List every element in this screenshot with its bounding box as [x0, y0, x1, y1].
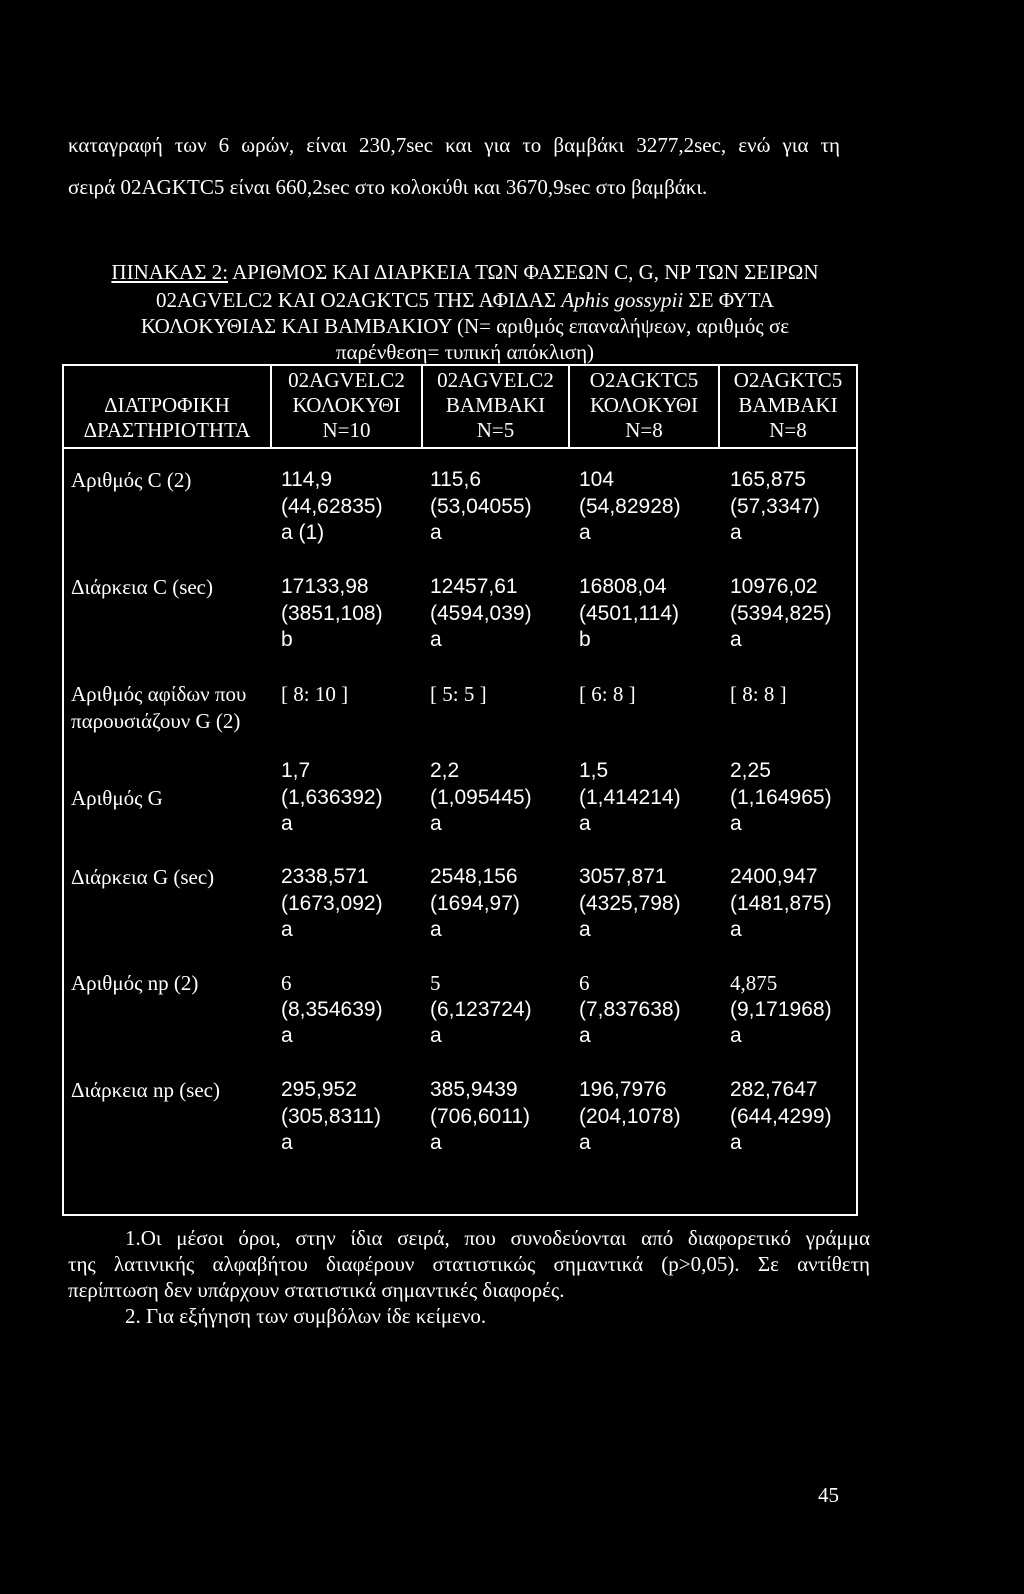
cell-value: 114,9 — [281, 468, 332, 491]
cell-value: a — [281, 918, 293, 941]
cell-value: (305,8311) — [281, 1104, 382, 1128]
cell-value: 165,875 — [730, 468, 806, 491]
cell-value: a — [281, 1024, 293, 1047]
table-cell — [430, 970, 532, 1050]
header-n: N=8 — [625, 418, 663, 442]
footnote-line: 1.Οι μέσοι όροι, στην ίδια σειρά, που συνοδεύονται από διαφορετικό γράμμα — [125, 1226, 870, 1250]
cell-value: a — [579, 812, 591, 835]
cell-value: 17133,98 — [281, 575, 369, 598]
cell-value: 12457,61 — [430, 575, 518, 598]
cell-value: a — [730, 1131, 742, 1154]
header-column — [720, 368, 856, 443]
cell-value: 2,2 — [430, 759, 460, 782]
table-cell — [730, 681, 787, 708]
cell-value: b — [281, 628, 293, 651]
cell-value: a — [579, 1024, 591, 1047]
table-cell — [730, 758, 832, 838]
cell-value: 282,7647 — [730, 1078, 818, 1101]
cell-value: a (1) — [281, 521, 325, 544]
header-label-line: ΔΡΑΣΤΗΡΙΟΤΗΤΑ — [83, 418, 251, 442]
table-cell — [579, 970, 681, 1050]
data-table — [62, 364, 858, 1216]
cell-value: a — [730, 918, 742, 941]
cell-value: (204,1078) — [579, 1104, 681, 1128]
table-cell — [430, 758, 532, 838]
table-cell — [579, 467, 681, 547]
cell-value: a — [430, 812, 442, 835]
cell-value: a — [730, 521, 742, 544]
header-label-line: ΔΙΑΤΡΟΦΙΚΗ — [104, 393, 230, 417]
footnote-line: 2. Για εξήγηση των συμβόλων ίδε κείμενο. — [125, 1304, 487, 1328]
cell-value: a — [430, 1131, 442, 1154]
cell-value: (9,171968) — [730, 997, 832, 1021]
table-cell — [579, 864, 681, 944]
header-line-name: 02AGVELC2 — [288, 368, 405, 392]
cell-value: (4325,798) — [579, 891, 681, 915]
cell-value: a — [579, 918, 591, 941]
cell-value: 6 — [281, 971, 292, 995]
row-label-line: Αριθμός C (2) — [71, 468, 192, 492]
cell-value: (3851,108) — [281, 601, 383, 625]
caption-text: ΣΕ ΦΥΤΑ — [688, 288, 775, 312]
table-cell — [430, 574, 532, 654]
cell-value: 6 — [579, 971, 590, 995]
table-cell — [579, 1077, 681, 1157]
cell-value: (1694,97) — [430, 891, 520, 915]
cell-value: (57,3347) — [730, 494, 820, 518]
cell-value: 10976,02 — [730, 575, 818, 598]
header-line-name: O2AGKTC5 — [733, 368, 843, 392]
table-cell — [281, 681, 348, 708]
footnote-line: της λατινικής αλφαβήτου διαφέρουν στατιστικώς σημαντικά (p>0,05). Σε αντίθετη — [68, 1252, 870, 1276]
cell-value: (1,164965) — [730, 785, 832, 809]
table-cell — [281, 574, 383, 654]
header-line-name: 02AGVELC2 — [437, 368, 554, 392]
table-cell — [281, 970, 383, 1050]
cell-value: 2338,571 — [281, 865, 369, 888]
table-cell — [730, 970, 832, 1050]
cell-value: a — [579, 521, 591, 544]
cell-value: a — [579, 1131, 591, 1154]
species-name: Aphis gossypii — [561, 288, 684, 312]
column-divider — [270, 366, 272, 447]
row-label-line: Αριθμός np (2) — [71, 971, 199, 995]
cell-value: a — [730, 628, 742, 651]
caption-line: ΚΟΛΟΚΥΘΙΑΣ ΚΑΙ ΒΑΜΒΑΚΙΟΥ (N= αριθμός επαναλήψεων, αριθμός σε — [140, 314, 790, 338]
cell-value: 16808,04 — [579, 575, 667, 598]
cell-value: 104 — [579, 468, 615, 491]
cell-value: 5 — [430, 971, 441, 995]
header-column — [272, 368, 421, 443]
cell-value: (1481,875) — [730, 891, 832, 915]
header-n: N=5 — [476, 418, 515, 442]
table-cell — [430, 467, 532, 547]
table-cell — [730, 1077, 832, 1157]
cell-value: (7,837638) — [579, 997, 681, 1021]
cell-value: (1673,092) — [281, 891, 383, 915]
cell-value: (1,414214) — [579, 785, 681, 809]
cell-value: a — [430, 628, 442, 651]
footnote-line: περίπτωση δεν υπάρχουν στατιστικά σημαντικές διαφορές. — [68, 1278, 565, 1302]
caption-text: 02AGVELC2 ΚΑΙ O2AGKTC5 ΤΗΣ ΑΦΙΔΑΣ — [155, 288, 557, 312]
cell-value: (5394,825) — [730, 601, 832, 625]
row-label — [71, 681, 246, 734]
cell-value: (4594,039) — [430, 601, 532, 625]
header-plant: ΒΑΜΒΑΚΙ — [445, 393, 546, 417]
column-divider — [718, 366, 720, 447]
column-divider — [421, 366, 423, 447]
cell-value: 196,7976 — [579, 1078, 667, 1101]
header-column — [423, 368, 568, 443]
row-label — [71, 574, 213, 601]
header-n: N=10 — [322, 418, 371, 442]
cell-value: 115,6 — [430, 468, 481, 491]
cell-value: a — [281, 1131, 293, 1154]
table-cell — [579, 681, 636, 708]
cell-value: (54,82928) — [579, 494, 681, 518]
cell-value: [ 8: 10 ] — [281, 682, 349, 706]
table-cell — [430, 681, 487, 708]
table-cell — [579, 758, 681, 838]
table-cell — [730, 864, 832, 944]
row-label-line: Αριθμός αφίδων που — [71, 682, 247, 706]
cell-value: [ 8: 8 ] — [730, 682, 787, 706]
row-label — [71, 864, 214, 891]
page-number: 45 — [818, 1483, 839, 1507]
cell-value: (53,04055) — [430, 494, 532, 518]
cell-value: (644,4299) — [730, 1104, 832, 1128]
cell-value: 2548,156 — [430, 865, 518, 888]
header-plant: ΚΟΛΟΚΥΘΙ — [292, 393, 401, 417]
cell-value: (6,123724) — [430, 997, 532, 1021]
caption-label: ΠΙΝΑΚΑΣ 2: — [111, 260, 229, 284]
table-cell — [281, 467, 383, 547]
row-label — [71, 467, 191, 494]
cell-value: (4501,114) — [579, 601, 680, 625]
cell-value: (8,354639) — [281, 997, 383, 1021]
cell-value: [ 5: 5 ] — [430, 682, 487, 706]
row-label-line: παρουσιάζουν G (2) — [71, 708, 241, 733]
table-cell — [730, 574, 832, 654]
header-line-name: O2AGKTC5 — [589, 368, 699, 392]
cell-value: (706,6011) — [430, 1104, 531, 1128]
cell-value: a — [430, 918, 442, 941]
row-label-line: Διάρκεια C (sec) — [71, 575, 213, 599]
row-label — [71, 970, 198, 997]
row-label-line: Διάρκεια G (sec) — [71, 865, 215, 889]
cell-value: a — [730, 812, 742, 835]
row-label-line: Αριθμός G — [71, 785, 163, 810]
caption-line — [50, 287, 880, 313]
header-n: N=8 — [769, 418, 807, 442]
intro-line: καταγραφή των 6 ωρών, είναι 230,7sec και για το βαμβάκι 3277,2sec, ενώ για τη — [68, 133, 840, 157]
caption-line — [50, 259, 880, 285]
cell-value: (1,095445) — [430, 785, 532, 809]
cell-value: (44,62835) — [281, 494, 383, 518]
header-plant: ΚΟΛΟΚΥΘΙ — [589, 393, 699, 417]
row-label — [71, 758, 163, 811]
caption-line: παρένθεση= τυπική απόκλιση) — [335, 340, 595, 364]
header-column — [570, 368, 718, 443]
cell-value: [ 6: 8 ] — [579, 682, 636, 706]
cell-value: 3057,871 — [579, 865, 667, 888]
caption-title: ΑΡΙΘΜΟΣ ΚΑΙ ΔΙΑΡΚΕΙΑ ΤΩΝ ΦΑΣΕΩΝ C, G, NP ΤΩΝ ΣΕΙΡΩΝ — [232, 260, 819, 284]
row-label — [71, 1077, 220, 1104]
header-plant: ΒΑΜΒΑΚΙ — [738, 393, 838, 417]
table-cell — [730, 467, 820, 547]
header-rule — [64, 447, 856, 449]
cell-value: 385,9439 — [430, 1078, 518, 1101]
table-cell — [281, 758, 383, 838]
cell-value: a — [430, 1024, 442, 1047]
cell-value: a — [281, 812, 293, 835]
table-cell — [281, 864, 383, 944]
cell-value: a — [430, 521, 442, 544]
cell-value: 295,952 — [281, 1078, 357, 1101]
cell-value: a — [730, 1024, 742, 1047]
intro-line: σειρά 02AGKTC5 είναι 660,2sec στο κολοκύθι και 3670,9sec στο βαμβάκι. — [68, 175, 708, 199]
cell-value: 4,875 — [730, 971, 778, 995]
table-cell — [579, 574, 679, 654]
cell-value: 1,7 — [281, 759, 311, 782]
row-label-line: Διάρκεια np (sec) — [71, 1078, 220, 1102]
column-divider — [568, 366, 570, 447]
table-cell — [281, 1077, 381, 1157]
table-cell — [430, 864, 520, 944]
cell-value: 2,25 — [730, 759, 771, 782]
header-activity — [64, 368, 270, 443]
cell-value: b — [579, 628, 591, 651]
cell-value: (1,636392) — [281, 785, 383, 809]
cell-value: 2400,947 — [730, 865, 818, 888]
table-cell — [430, 1077, 530, 1157]
cell-value: 1,5 — [579, 759, 609, 782]
